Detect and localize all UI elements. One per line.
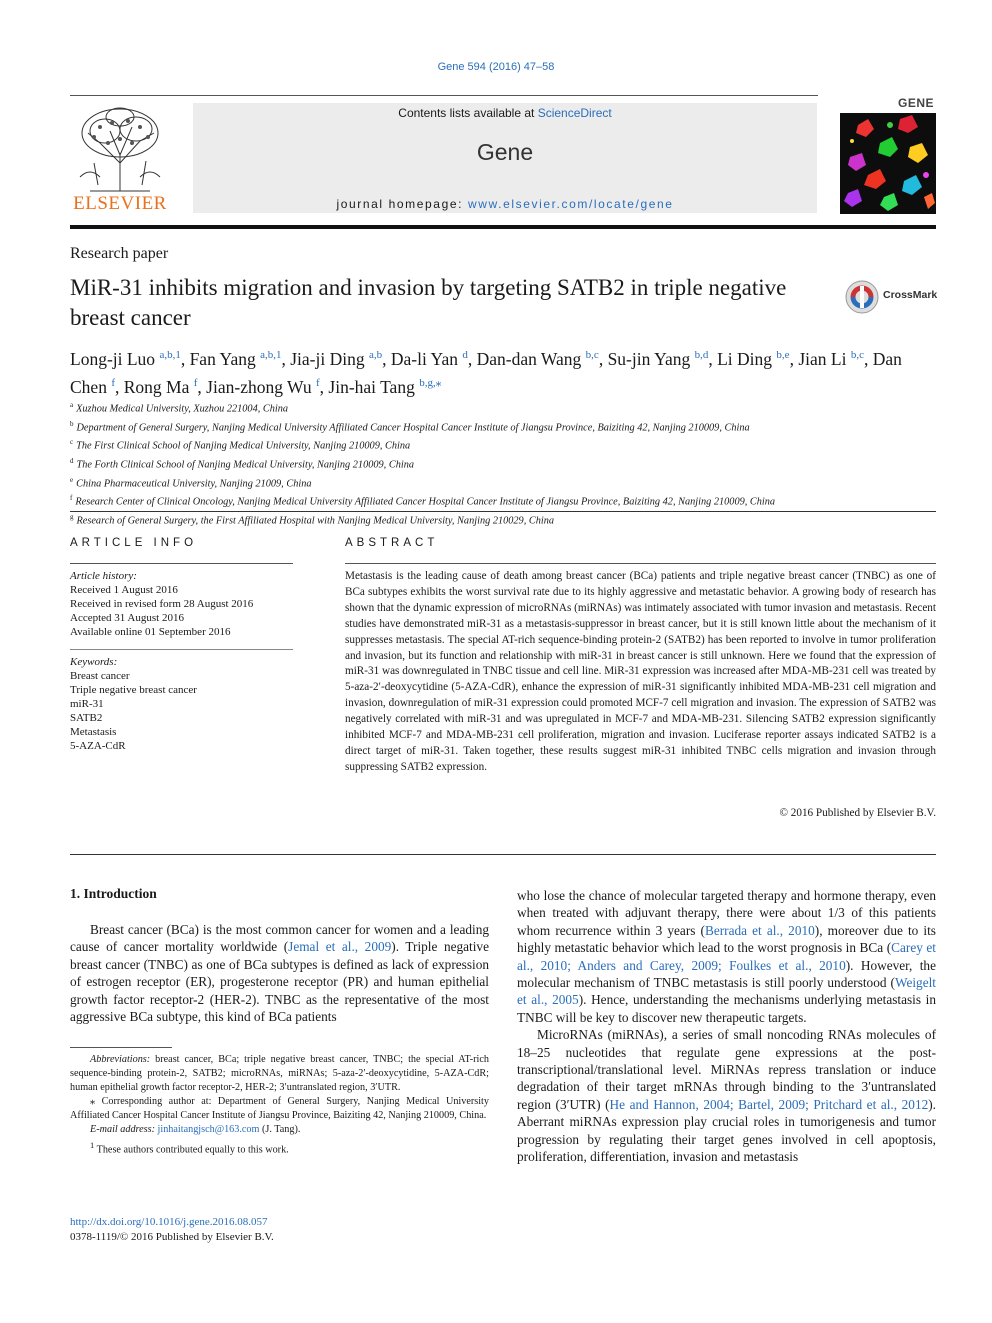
author-separator: , — [281, 348, 291, 369]
author-name[interactable]: Jian-zhong Wu — [206, 376, 312, 397]
affiliation-mark: b — [70, 419, 74, 428]
paragraph — [70, 921, 489, 1025]
abstract-text: Metastasis is the leading cause of death among breast cancer (BCa) patients and triple negative breast cancer (TNBC) as one of BCa subtypes exhibits the worst survival rate due to its highly aggressive and metastatic behavior. A growing body of research has shown that the dynamic expression of microRNAs (miRNAs) was intimately associated with tumor invasion and metastasis. Recent studies have demonstrated miR-31 as a metastasis-suppressor in breast cancer, but it is still known little about the mechanism of it suppresses metastasis. The special AT-rich sequence-binding protein-2 (SATB2) has been reported to involve in tumor proliferation and invasion, but its function and relationship with miR-31 in breast cancer is still unknown. Here we found that the expression of miR-31 was downregulated in TNBC tissue and cell line. MiR-31 expression was increased after MDA-MB-231 cell was treated by 5-aza-2′-deoxycytidine (5-AZA-CdR), enhance the expression of miR-31 significantly inhibited MDA-MB-231 cell migration and invasion, downregulation of miR-31 expression could promoted MCF-7 cell migration and invasion. The expression of SATB2 was negatively correlated with miR-31 and was upregulated in MCF-7 and MDA-MB-231. Silencing SATB2 expression significantly inhibited MCF-7 and MDA-MB-231 cell proliferation, migration and invasion. Luciferase reporter assays indicated SATB2 is a direct target of miR-31. Taken together, these results suggest miR-31 inhibited TNBC cells migration and invasion through suppressing SATB2 expression. — [345, 570, 936, 773]
affiliation-mark: d — [70, 456, 74, 465]
author-name[interactable]: Jin-hai Tang — [328, 376, 415, 397]
history-label: Article history: — [70, 570, 137, 582]
reference-link[interactable]: Carey et al., 2010; Anders and Carey, 2009; Foulkes et al., 2010 — [517, 940, 936, 973]
affiliation-text: The First Clinical School of Nanjing Medical University, Nanjing 210009, China — [76, 440, 411, 452]
author-affiliation-mark[interactable]: f — [111, 376, 115, 389]
citation-link[interactable]: Gene 594 (2016) 47–58 — [437, 61, 555, 73]
journal-cover-thumbnail[interactable] — [840, 97, 936, 214]
author-separator: , — [598, 348, 608, 369]
author-separator: , — [382, 348, 391, 369]
author-list — [70, 343, 938, 399]
header-thick-rule — [70, 225, 936, 229]
affiliation-text: China Pharmaceutical University, Nanjing 21009, China — [76, 477, 312, 489]
text-run: Breast cancer (BCa) is the most common cancer for women and a leading cause of cancer mortality worldwide ( — [70, 922, 489, 955]
page-footer — [70, 1215, 274, 1244]
affiliation-item — [70, 417, 938, 436]
affiliation-mark: a — [70, 401, 74, 409]
affiliation-text: Research of General Surgery, the First Affiliated Hospital with Nanjing Medical University, Nanjing 210029, China — [76, 515, 555, 527]
author-affiliation-mark[interactable]: d — [462, 349, 468, 361]
journal-name: Gene — [476, 139, 534, 165]
sciencedirect-link[interactable]: ScienceDirect — [537, 106, 612, 120]
author-name[interactable]: Rong Ma — [123, 376, 190, 397]
affiliation-item — [70, 398, 938, 417]
header-top-rule — [70, 95, 818, 96]
affiliation-item — [70, 510, 938, 529]
keyword-list — [70, 655, 197, 753]
author-name[interactable]: Jia-ji Ding — [290, 348, 365, 369]
author-name[interactable]: Dan-dan Wang — [476, 348, 582, 369]
reference-link[interactable]: Weigelt et al., 2005 — [517, 975, 936, 1008]
footnote-text: Corresponding author at: Department of General Surgery, Nanjing Medical University Affiliated Cancer Hospital Cancer Institute of Jiangsu Province, Baiziting 42, Nanjing 210009, China. — [70, 1096, 489, 1122]
author-separator: , — [319, 376, 329, 397]
keyword: Breast cancer — [70, 670, 130, 682]
affiliation-mark: f — [70, 494, 73, 503]
reference-link[interactable]: Berrada et al., 2010 — [704, 922, 815, 938]
text-run: MicroRNAs (miRNAs), a series of small noncoding RNAs molecules of 18–25 nucleotides that regulate gene expressions at the post-transcriptional/translational level. MiRNAs repress translation or induce degradation of their target mRNAs through binding to the 3′untranslated region (3′UTR) ( — [517, 1027, 936, 1112]
abstract-heading: ABSTRACT — [345, 537, 439, 549]
affiliation-item — [70, 435, 938, 454]
author-separator: , — [467, 348, 477, 369]
author-affiliation-mark[interactable]: b,c — [585, 349, 599, 361]
footnote-mark: ⁎ — [90, 1096, 96, 1108]
author-affiliation-mark[interactable]: f — [193, 376, 198, 389]
author-affiliation-mark[interactable]: b,g,⁎ — [419, 376, 442, 389]
author-separator: , — [708, 348, 718, 369]
article-history — [70, 569, 253, 639]
text-run: ). Aberrant miRNAs expression play crucial roles in tumorigenesis and tumor progression by regulating their target genes involved in cell apoptosis, proliferation, differentiation, invasion and metastasis — [517, 1096, 937, 1165]
affiliation-item — [70, 454, 938, 473]
affiliation-item — [70, 491, 938, 510]
elsevier-tree-icon — [70, 103, 170, 195]
issn-line: 0378-1119/© 2016 Published by Elsevier B.V. — [70, 1230, 274, 1243]
author-affiliation-mark[interactable]: a,b,1 — [159, 349, 181, 361]
affiliation-mark: e — [70, 475, 74, 484]
author-name[interactable]: Long-ji Luo — [70, 348, 156, 369]
article-type: Research paper — [70, 245, 169, 262]
journal-homepage-line — [193, 197, 817, 211]
text-run: ). Hence, understanding the mechanisms underlying metastasis in TNBC will be key to discover new therapeutic targets. — [517, 992, 936, 1025]
affiliation-text: The Forth Clinical School of Nanjing Medical University, Nanjing 210009, China — [76, 459, 414, 471]
reference-link[interactable]: Jemal et al., 2009 — [288, 939, 392, 955]
cover-art-icon — [840, 97, 936, 214]
doi-link[interactable]: http://dx.doi.org/10.1016/j.gene.2016.08.057 — [70, 1216, 268, 1228]
author-separator: , — [789, 348, 799, 369]
keyword: miR-31 — [70, 698, 104, 710]
homepage-link[interactable]: www.elsevier.com/locate/gene — [468, 197, 674, 211]
affiliation-text: Department of General Surgery, Nanjing Medical University Affiliated Cancer Hospital Cancer Institute of Jiangsu Province, Baiziting 42, Nanjing 210009, China — [76, 422, 750, 434]
affiliation-text: Xuzhou Medical University, Xuzhou 221004, China — [76, 403, 289, 415]
abstract-copyright: © 2016 Published by Elsevier B.V. — [779, 807, 936, 819]
contents-line — [193, 106, 817, 120]
journal-citation[interactable] — [0, 61, 992, 73]
text-run: ), moreover due to its highly metastatic behavior which lead to the worst prognosis in BCa ( — [517, 922, 936, 956]
affiliation-mark: g — [70, 512, 74, 521]
paragraph — [517, 1026, 936, 1165]
email-link[interactable]: jinhaitangjsch@163.com — [157, 1124, 260, 1136]
footnote-equal-contribution — [70, 1138, 489, 1157]
footnote-rule — [70, 1047, 172, 1048]
author-affiliation-mark[interactable]: a,b — [368, 349, 383, 361]
cover-title: GENE — [897, 97, 934, 110]
elsevier-logo[interactable] — [70, 103, 170, 215]
keyword: Metastasis — [70, 726, 117, 738]
footnote-mark: 1 — [90, 1139, 95, 1150]
crossmark-icon — [845, 280, 879, 314]
divider — [345, 563, 936, 564]
footnote-corresponding — [70, 1095, 489, 1123]
footnote-label: Abbreviations: — [90, 1054, 151, 1065]
footnote-abbreviations — [70, 1053, 489, 1095]
keywords-label: Keywords: — [70, 656, 118, 668]
footnotes — [70, 1053, 489, 1157]
homepage-prefix: journal homepage: — [336, 197, 468, 211]
divider — [70, 563, 293, 564]
author-affiliation-mark[interactable]: b,e — [776, 349, 790, 361]
journal-banner — [193, 103, 817, 213]
publisher-name: ELSEVIER — [73, 193, 167, 214]
footnote-text: These authors contributed equally to this work. — [94, 1143, 289, 1155]
author-affiliation-mark[interactable]: b,d — [694, 349, 709, 361]
reference-link[interactable]: He and Hannon, 2004; Bartel, 2009; Pritchard et al., 2012 — [609, 1096, 929, 1112]
keyword: 5-AZA-CdR — [70, 740, 126, 752]
history-item: Received in revised form 28 August 2016 — [70, 598, 254, 610]
affiliation-item — [70, 473, 938, 492]
divider — [70, 854, 936, 855]
crossmark-badge[interactable] — [845, 280, 945, 312]
crossmark-label: CrossMark — [883, 289, 938, 301]
affiliation-list — [70, 398, 938, 528]
footnote-label: E-mail address: — [90, 1124, 155, 1136]
affiliation-mark: c — [70, 438, 74, 447]
keyword: Triple negative breast cancer — [70, 684, 197, 696]
author-affiliation-mark[interactable]: f — [315, 376, 320, 389]
article-info-heading: ARTICLE INFO — [70, 537, 198, 549]
author-name[interactable]: Dan Chen — [70, 348, 902, 397]
author-affiliation-mark[interactable]: b,c — [850, 349, 864, 361]
author-name[interactable]: Fan Yang — [189, 348, 256, 369]
footnote-text: (J. Tang). — [259, 1124, 301, 1136]
history-item: Received 1 August 2016 — [70, 584, 178, 596]
divider — [70, 649, 293, 650]
section-heading-introduction: 1. Introduction — [70, 886, 157, 901]
body-column-left — [70, 921, 489, 1025]
article-title: MiR-31 inhibits migration and invasion by targeting SATB2 in triple negative breast cancer — [70, 275, 787, 330]
author-name[interactable]: Li Ding — [717, 348, 773, 369]
author-separator: , — [180, 348, 190, 369]
divider — [70, 511, 936, 512]
author-name[interactable]: Su-jin Yang — [607, 348, 691, 369]
text-run: who lose the chance of molecular targeted therapy and hormone therapy, even when treated with adjuvant therapy, there were about 1/3 of this patients whom recurrence within 3 years ( — [517, 888, 936, 938]
author-affiliation-mark[interactable]: a,b,1 — [260, 349, 282, 361]
author-separator: , — [115, 376, 124, 397]
contents-prefix: Contents lists available at — [398, 106, 538, 120]
footnote-email — [70, 1123, 489, 1137]
keyword: SATB2 — [70, 712, 103, 724]
body-column-right — [517, 887, 936, 1166]
author-name[interactable]: Jian Li — [798, 348, 847, 369]
footnote-text: breast cancer, BCa; triple negative breast cancer, TNBC; the special AT-rich sequence-binding protein-2, SATB2; microRNAs, miRNAs; 5-aza-2′-deoxycytidine, 5-AZA-CdR; human epithelial growth factor receptor-2, HER-2; 3′untranslated region, 3′UTR. — [70, 1054, 489, 1094]
author-separator: , — [863, 348, 873, 369]
history-item: Available online 01 September 2016 — [70, 626, 231, 638]
author-name[interactable]: Da-li Yan — [390, 348, 458, 369]
author-separator: , — [197, 376, 207, 397]
affiliation-text: Research Center of Clinical Oncology, Nanjing Medical University Affiliated Cancer Hospital Cancer Institute of Jiangsu Province, Baiziting 42, Nanjing 210009, China — [75, 496, 776, 508]
paragraph — [517, 887, 936, 1026]
text-run: ). However, the molecular mechanism of TNBC metastasis is still poorly understood ( — [517, 957, 936, 991]
history-item: Accepted 31 August 2016 — [70, 612, 184, 624]
text-run: ). Triple negative breast cancer (TNBC) as one of BCa subtypes is defined as lack of expression of estrogen receptor (ER), progesterone receptor (PR) and human epithelial growth factor receptor-2 (HER-2). TNBC as the representative of the most aggressive BCa subtype, this kind of BCa patients — [70, 939, 489, 1025]
